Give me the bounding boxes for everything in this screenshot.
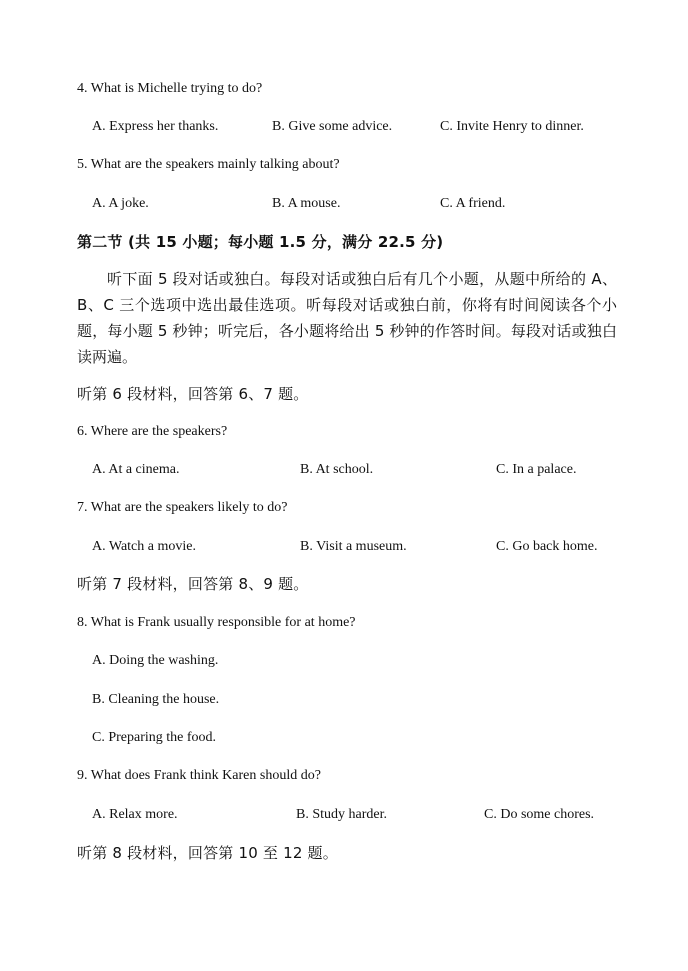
- question-6: 6. Where are the speakers?: [77, 424, 228, 439]
- q8-option-c: C. Preparing the food.: [92, 730, 217, 745]
- material-6-instruction: 听第 6 段材料，回答第 6、7 题。: [77, 385, 309, 403]
- q6-option-c: C. In a palace.: [496, 462, 577, 477]
- q9-option-c: C. Do some chores.: [484, 807, 595, 822]
- q8-option-b: B. Cleaning the house.: [92, 692, 220, 707]
- question-8: 8. What is Frank usually responsible for at home?: [77, 615, 356, 630]
- q6-option-a: A. At a cinema.: [92, 462, 180, 477]
- q5-option-b: B. A mouse.: [272, 196, 341, 211]
- q9-option-b: B. Study harder.: [296, 807, 387, 822]
- q5-option-c: C. A friend.: [440, 196, 506, 211]
- material-7-instruction: 听第 7 段材料，回答第 8、9 题。: [77, 575, 309, 593]
- question-4: 4. What is Michelle trying to do?: [77, 81, 263, 96]
- q7-option-b: B. Visit a museum.: [300, 539, 407, 554]
- q4-option-b: B. Give some advice.: [272, 119, 393, 134]
- question-5: 5. What are the speakers mainly talking about?: [77, 157, 340, 172]
- q8-option-a: A. Doing the washing.: [92, 653, 219, 668]
- section-instructions: 听下面 5 段对话或独白。每段对话或独白后有几个小题，从题中所给的 A、B、C 三个选项中选出最佳选项。听每段对话或独白前，你将有时间阅读各个小题，每小题 5 秒钟；听完后，各小题将给出 5 秒钟的作答时间。每段对话或独白读两遍。: [77, 270, 617, 366]
- q4-option-c: C. Invite Henry to dinner.: [440, 119, 584, 134]
- q5-option-a: A. A joke.: [92, 196, 149, 211]
- q9-option-a: A. Relax more.: [92, 807, 178, 822]
- question-7: 7. What are the speakers likely to do?: [77, 500, 288, 515]
- section-heading: 第二节 (共 15 小题；每小题 1.5 分，满分 22.5 分): [77, 233, 444, 251]
- material-8-instruction: 听第 8 段材料，回答第 10 至 12 题。: [77, 844, 338, 862]
- q4-option-a: A. Express her thanks.: [92, 119, 219, 134]
- question-9: 9. What does Frank think Karen should do?: [77, 768, 321, 783]
- q7-option-c: C. Go back home.: [496, 539, 598, 554]
- q6-option-b: B. At school.: [300, 462, 374, 477]
- q7-option-a: A. Watch a movie.: [92, 539, 196, 554]
